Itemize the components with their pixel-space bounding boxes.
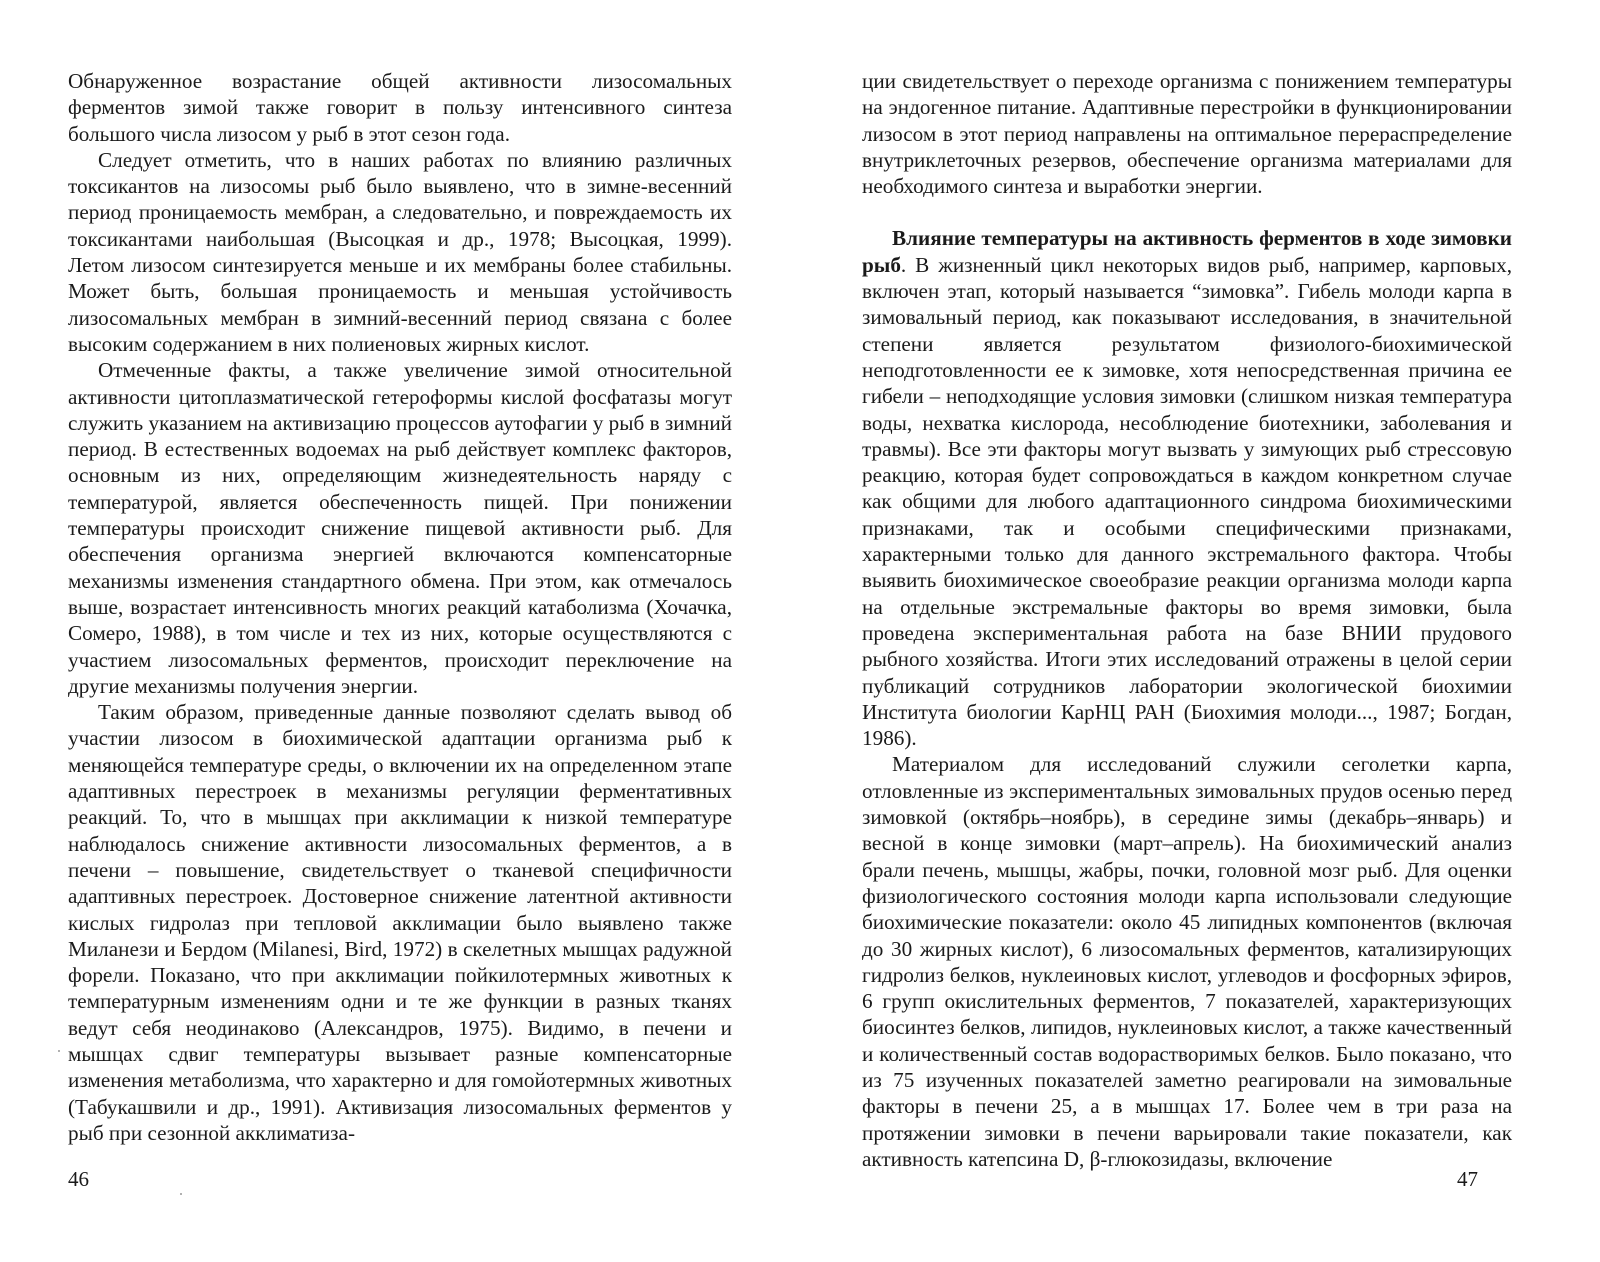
section-paragraph [862,225,1512,751]
paragraph: ции свидетельствует о переходе организма с понижением температуры на эндогенное питание. Адаптивные перестройки в функционировании лизосом в этот период направлены на оптимальное перераспределение внутриклеточных резервов, обеспечение организма материалами для необходимого синтеза и выработки энергии. [862,69,1512,199]
right-page [800,0,1600,1262]
paragraph: Следует отметить, что в наших работах по влиянию различных токсикантов на лизосомы рыб было выявлено, что в зимне-весенний период проницаемость мембран, а следовательно, и повреждаемость их токсикантами наибольшая (Высоцкая и др., 1978; Высоцкая, 1999). Летом лизосом синтезируется меньше и их мембраны более стабильны. Может быть, большая проницаемость и меньшая устойчивость лизосомальных мембран в зимний-весенний период связана с более высоким содержанием в них полиеновых жирных кислот. [68,147,732,356]
paragraph: Таким образом, приведенные данные позволяют сделать вывод об участии лизосом в биохимической адаптации организма рыб к меняющейся температуре среды, о включении их на определенном этапе адаптивных перестроек в механизмы регуляции ферментативных реакций. То, что в мышцах при акклимации к низкой температуре наблюдалось снижение активности лизосомальных ферментов, а в печени – повышение, свидетельствует о тканевой специфичности адаптивных перестроек. Достоверное снижение латентной активности кислых гидролаз при тепловой акклимации было выявлено также Миланези и Бердом (Milanesi, Bird, 1972) в скелетных мышцах радужной форели. Показано, что при акклимации пойкилотермных животных к температурным изменениям одни и те же функции в разных тканях ведут себя неодинаково (Александров, 1975). Видимо, в печени и мышцах сдвиг температуры вызывает разные компенсаторные изменения метаболизма, что характерно и для гомойотермных животных (Табукашвили и др., 1991). Активизация лизосомальных ферментов у рыб при сезонной акклиматиза- [68,700,732,1145]
right-page-text [862,68,1512,1172]
scan-speck [180,1193,182,1195]
section-heading: Влияние температуры на активность ферментов в ходе зимовки рыб [862,226,1512,277]
paragraph: Обнаруженное возрастание общей активности лизосомальных ферментов зимой также говорит в пользу интенсивного синтеза большого числа лизосом у рыб в этот сезон года. [68,69,732,146]
paragraph: Отмеченные факты, а также увеличение зимой относительной активности цитоплазматической гетероформы кислой фосфатазы могут служить указанием на активизацию процессов аутофагии у рыб в зимний период. В естественных водоемах на рыб действует комплекс факторов, основным из них, определяющим жизнедеятельность наряду с температурой, является обеспеченность пищей. При понижении температуры происходит снижение пищевой активности рыб. Для обеспечения организма энергией включаются компенсаторные механизмы изменения стандартного обмена. При этом, как отмечалось выше, возрастает интенсивность многих реакций катаболизма (Хочачка, Сомеро, 1988), в том числе и тех из них, которые осуществляются с участием лизосомальных ферментов, происходит переключение на другие механизмы получения энергии. [68,358,733,698]
page-number: 46 [68,1167,89,1191]
paragraph: Материалом для исследований служили сеголетки карпа, отловленные из экспериментальных зимовальных прудов осенью перед зимовкой (октябрь–ноябрь), в середине зимы (декабрь–январь) и весной в конце зимовки (март–апрель). На биохимический анализ брали печень, мышцы, жабры, почки, головной мозг рыб. Для оценки физиологического состояния молоди карпа использовали следующие биохимические показатели: около 45 липидных компонентов (включая до 30 жирных кислот), 6 лизосомальных ферментов, катализирующих гидролиз белков, нуклеиновых кислот, углеводов и фосфорных эфиров, 6 групп окислительных ферментов, 7 показателей, характеризующих биосинтез белков, липидов, нуклеиновых кислот, а также качественный и количественный состав водорастворимых белков. Было показано, что из 75 изученных показателей заметно реагировали на зимовальные факторы в печени 25, а в мышцах 17. Более чем в три раза на протяжении зимовки в печени варьировали такие показатели, как активность катепсина D, β-глюкозидазы, включение [862,752,1512,1171]
section-text: . В жизненный цикл некоторых видов рыб, например, карповых, включен этап, который называется “зимовка”. Гибель молоди карпа в зимовальный период, как показывают исследования, в значительной степени является результатом физиолого-биохимической неподготовленности ее к зимовке, хотя непосредственная причина ее гибели – неподходящие условия зимовки (слишком низкая температура воды, нехватка кислорода, несоблюдение биотехники, заболевания и травмы). Все эти факторы могут вызвать у зимующих рыб стрессовую реакцию, которая будет сопровождаться в каждом конкретном случае как общими для любого адаптационного синдрома биохимическими признаками, так и особыми специфическими признаками, характерными только для данного экстремального фактора. Чтобы выявить биохимическое своеобразие реакции организма молоди карпа на отдельные экстремальные факторы во время зимовки, была проведена экспериментальная работа на базе ВНИИ прудового рыбного хозяйства. Итоги этих исследований отражены в целой серии публикаций сотрудников лаборатории экологической биохимии Института биологии КарНЦ РАН (Биохимия молоди..., 1987; Богдан, 1986). [862,252,1512,751]
page-number: 47 [1457,1167,1478,1191]
scan-speck [58,1050,60,1052]
left-page-text [68,68,732,1146]
